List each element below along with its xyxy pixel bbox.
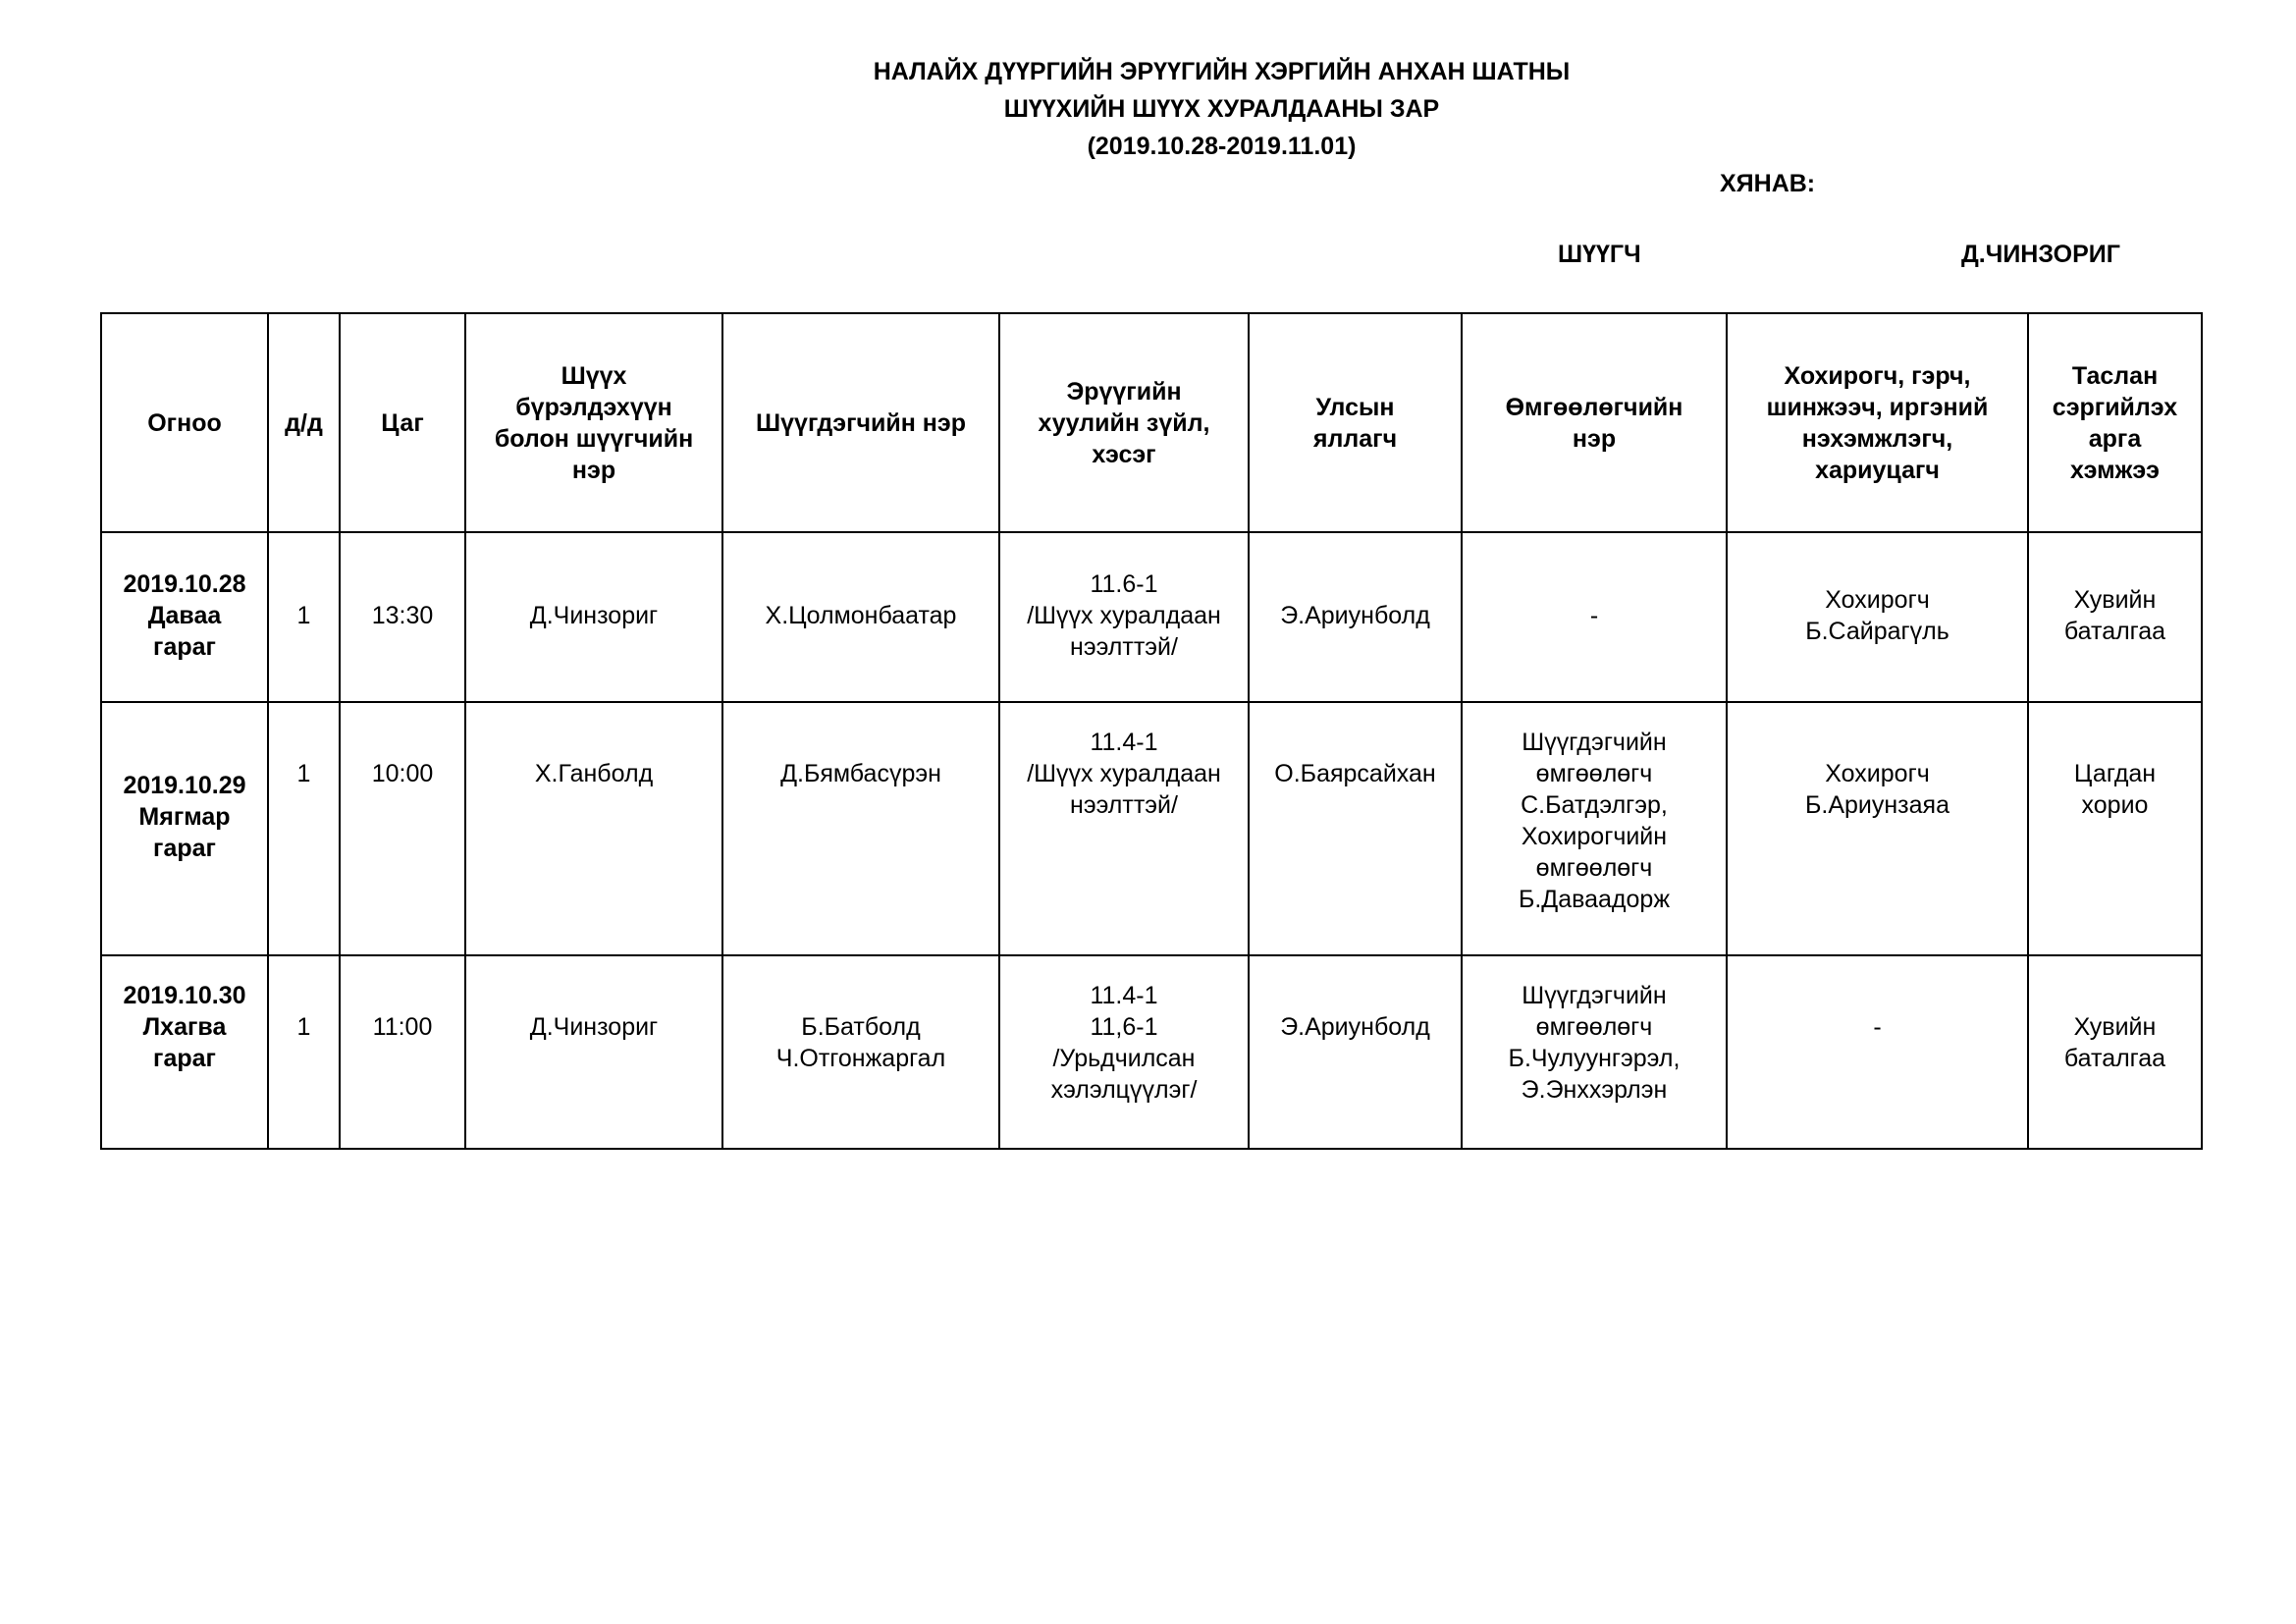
column-header-lawyer: Өмгөөлөгчийн нэр	[1462, 313, 1727, 532]
cell-article: 11.6-1 /Шүүх хуралдаан нээлттэй/	[999, 532, 1249, 702]
document-date-range: (2019.10.28-2019.11.01)	[1087, 133, 1357, 160]
cell-time: 13:30	[340, 532, 465, 702]
document-title-line-2: ШҮҮХИЙН ШҮҮХ ХУРАЛДААНЫ ЗАР	[1003, 95, 1440, 123]
cell-measure: Хувийн баталгаа	[2028, 532, 2202, 702]
cell-victim: -	[1727, 955, 2028, 1149]
cell-prosecutor: О.Баярсайхан	[1249, 702, 1462, 955]
cell-judge: Х.Ганболд	[465, 702, 722, 955]
cell-lawyer: -	[1462, 532, 1727, 702]
cell-measure: Цагдан хорио	[2028, 702, 2202, 955]
cell-prosecutor: Э.Ариунболд	[1249, 955, 1462, 1149]
cell-number: 1	[268, 532, 340, 702]
document-title-line-1: НАЛАЙХ ДҮҮРГИЙН ЭРҮҮГИЙН ХЭРГИЙН АНХАН ШАТНЫ	[873, 58, 1571, 85]
judge-label: ШҮҮГЧ	[1558, 241, 1641, 268]
table-header-row	[101, 313, 2202, 532]
cell-judge: Д.Чинзориг	[465, 955, 722, 1149]
cell-defendant: Х.Цолмонбаатар	[722, 532, 999, 702]
column-header-victim: Хохирогч, гэрч, шинжээч, иргэний нэхэмжлэгч, хариуцагч	[1727, 313, 2028, 532]
column-header-prosecutor: Улсын яллагч	[1249, 313, 1462, 532]
cell-time: 11:00	[340, 955, 465, 1149]
column-header-measure: Таслан сэргийлэх арга хэмжээ	[2028, 313, 2202, 532]
cell-article: 11.4-1 /Шүүх хуралдаан нээлттэй/	[999, 702, 1249, 955]
table-row	[101, 955, 2202, 1149]
table-row	[101, 702, 2202, 955]
cell-time: 10:00	[340, 702, 465, 955]
hearing-schedule-table	[100, 312, 2203, 1150]
column-header-time: Цаг	[340, 313, 465, 532]
column-header-number: д/д	[268, 313, 340, 532]
judge-name: Д.ЧИНЗОРИГ	[1961, 241, 2120, 268]
column-header-date: Огноо	[101, 313, 268, 532]
cell-lawyer: Шүүгдэгчийн өмгөөлөгч С.Батдэлгэр, Хохирогчийн өмгөөлөгч Б.Даваадорж	[1462, 702, 1727, 955]
cell-measure: Хувийн баталгаа	[2028, 955, 2202, 1149]
approved-label: ХЯНАВ:	[1720, 170, 1816, 197]
cell-defendant: Д.Бямбасүрэн	[722, 702, 999, 955]
cell-date: 2019.10.30 Лхагва гараг	[101, 955, 268, 1149]
cell-date: 2019.10.28 Даваа гараг	[101, 532, 268, 702]
cell-defendant: Б.Батболд Ч.Отгонжаргал	[722, 955, 999, 1149]
table-row	[101, 532, 2202, 702]
cell-lawyer: Шүүгдэгчийн өмгөөлөгч Б.Чулуунгэрэл, Э.Энххэрлэн	[1462, 955, 1727, 1149]
cell-judge: Д.Чинзориг	[465, 532, 722, 702]
cell-date: 2019.10.29 Мягмар гараг	[101, 702, 268, 955]
cell-article: 11.4-1 11,6-1 /Урьдчилсан хэлэлцүүлэг/	[999, 955, 1249, 1149]
cell-victim: Хохирогч Б.Ариунзаяа	[1727, 702, 2028, 955]
cell-number: 1	[268, 702, 340, 955]
cell-victim: Хохирогч Б.Сайрагүль	[1727, 532, 2028, 702]
column-header-defendant: Шүүгдэгчийн нэр	[722, 313, 999, 532]
cell-prosecutor: Э.Ариунболд	[1249, 532, 1462, 702]
column-header-article: Эрүүгийн хуулийн зүйл, хэсэг	[999, 313, 1249, 532]
column-header-judge: Шүүх бүрэлдэхүүн болон шүүгчийн нэр	[465, 313, 722, 532]
cell-number: 1	[268, 955, 340, 1149]
